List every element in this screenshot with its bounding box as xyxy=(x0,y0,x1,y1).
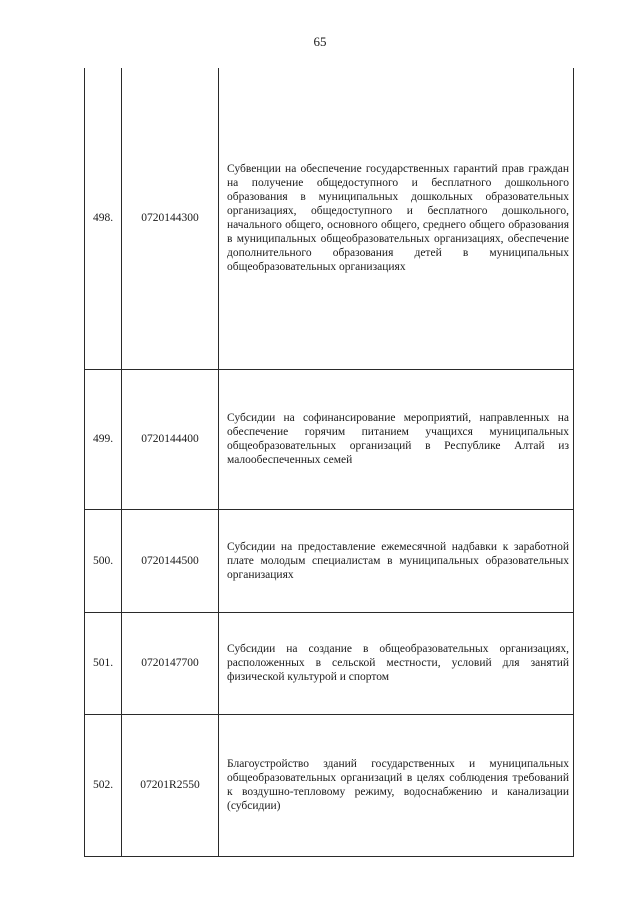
table-row xyxy=(85,509,574,612)
table-row xyxy=(85,369,574,509)
row-code: 0720147700 xyxy=(122,612,219,714)
row-number: 502. xyxy=(85,714,122,856)
table-row xyxy=(85,714,574,856)
row-number: 501. xyxy=(85,612,122,714)
row-description: Субсидии на предоставление ежемесячной надбавки к заработной плате молодым специалистам в муниципальных образовательных организациях xyxy=(219,509,574,612)
table-row xyxy=(85,612,574,714)
row-number: 500. xyxy=(85,509,122,612)
row-code: 07201R2550 xyxy=(122,714,219,856)
row-description: Субсидии на софинансирование мероприятий, направленных на обеспечение горячим питанием учащихся муниципальных общеобразовательных организаций в Республике Алтай из малообеспеченных семей xyxy=(219,369,574,509)
row-code: 0720144400 xyxy=(122,369,219,509)
row-description: Благоустройство зданий государственных и муниципальных общеобразовательных организаций в целях соблюдения требований к воздушно-тепловому режиму, водоснабжению и канализации (субсидии) xyxy=(219,714,574,856)
row-code: 0720144500 xyxy=(122,509,219,612)
row-number: 498. xyxy=(85,68,122,369)
row-description: Субсидии на создание в общеобразовательных организациях, расположенных в сельской местности, условий для занятий физической культурой и спортом xyxy=(219,612,574,714)
table-row xyxy=(85,68,574,369)
row-number: 499. xyxy=(85,369,122,509)
row-code: 0720144300 xyxy=(122,68,219,369)
row-description: Субвенции на обеспечение государственных гарантий прав граждан на получение общедоступного и бесплатного дошкольного образования в муниципальных дошкольных образовательных организациях, общедоступного и бесплатного дошкольного, начального общего, основного общего, среднего общего образования в муниципальных общеобразовательных организациях, обеспечение дополнительного образования детей в муниципальных общеобразовательных организациях xyxy=(219,68,574,369)
page-number: 65 xyxy=(313,34,327,49)
budget-code-table xyxy=(84,68,574,857)
